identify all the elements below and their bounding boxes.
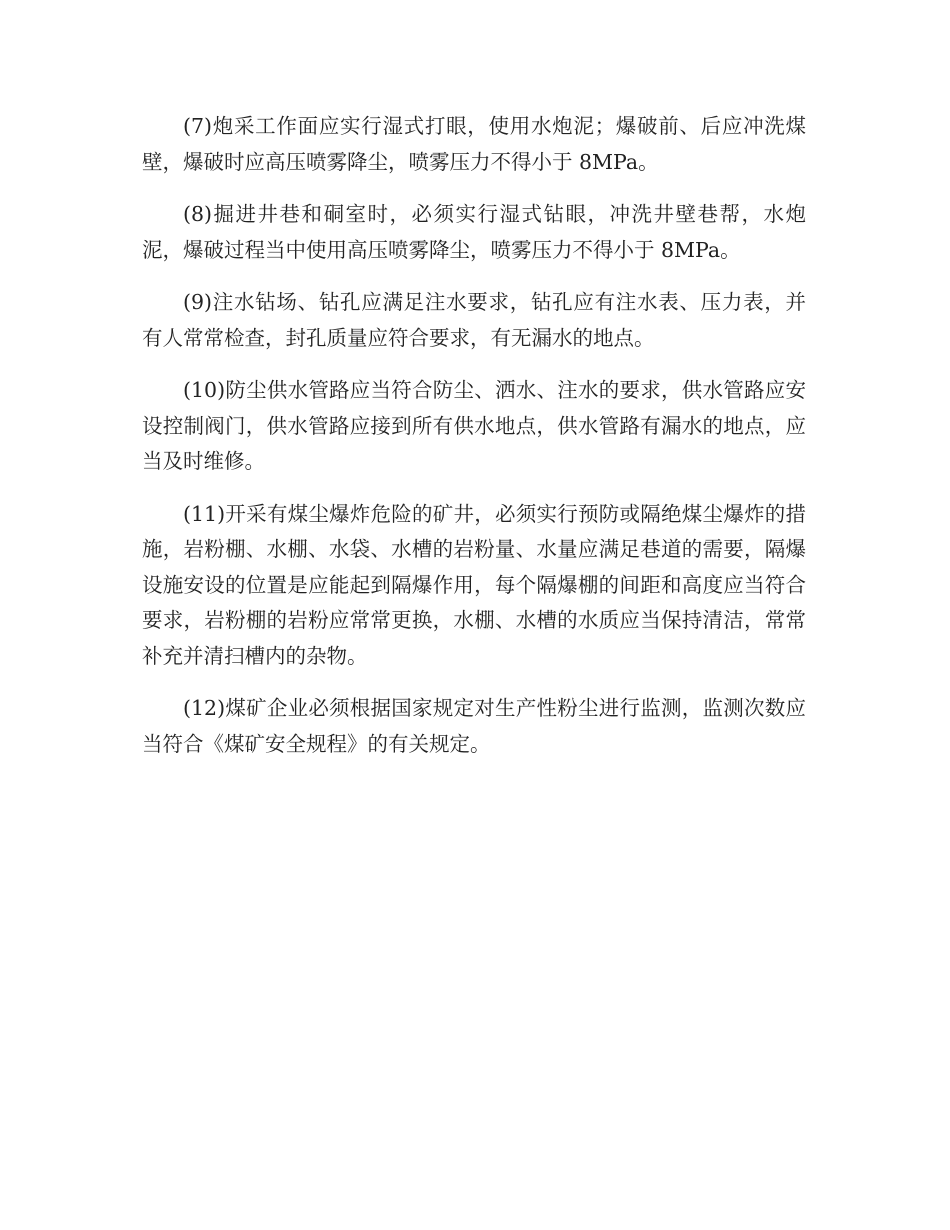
paragraph-10: (10)防尘供水管路应当符合防尘、洒水、注水的要求，供水管路应安设控制阀门，供水管路应接到所有供水地点，供水管路有漏水的地点，应当及时维修。	[142, 378, 806, 473]
paragraph-8: (8)掘进井巷和硐室时，必须实行湿式钻眼，冲洗井壁巷帮，水炮泥，爆破过程当中使用高压喷雾降尘，喷雾压力不得小于 8MPa。	[142, 202, 806, 262]
document-body	[142, 109, 806, 779]
paragraph-7: (7)炮采工作面应实行湿式打眼，使用水炮泥；爆破前、后应冲洗煤壁，爆破时应高压喷雾降尘，喷雾压力不得小于 8MPa。	[142, 114, 806, 174]
paragraph-12: (12)煤矿企业必须根据国家规定对生产性粉尘进行监测，监测次数应当符合《煤矿安全规程》的有关规定。	[142, 696, 806, 756]
paragraph-11: (11)开采有煤尘爆炸危险的矿井，必须实行预防或隔绝煤尘爆炸的措施，岩粉棚、水棚、水袋、水槽的岩粉量、水量应满足巷道的需要，隔爆设施安设的位置是应能起到隔爆作用，每个隔爆棚的间距和高度应当符合要求，岩粉棚的岩粉应常常更换，水棚、水槽的水质应当保持清洁，常常补充并清扫槽内的杂物。	[142, 501, 806, 668]
paragraph-9: (9)注水钻场、钻孔应满足注水要求，钻孔应有注水表、压力表，并有人常常检查，封孔质量应符合要求，有无漏水的地点。	[142, 290, 806, 350]
